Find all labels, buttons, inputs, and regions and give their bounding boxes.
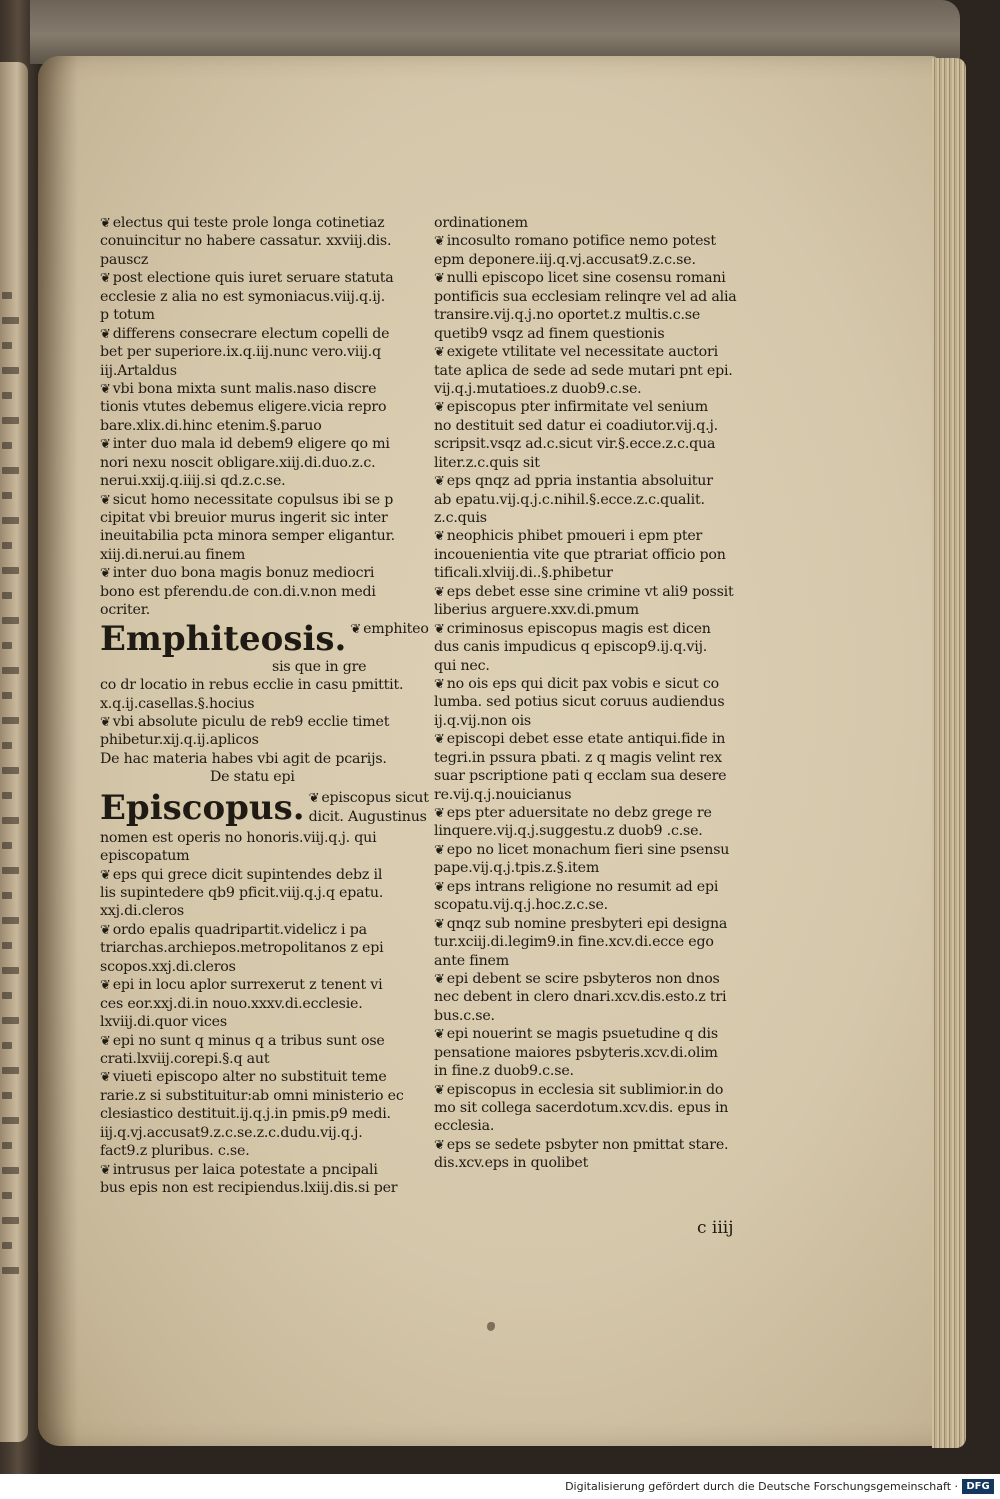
text-line: lumba. sed potius sicut coruus audiendus <box>434 694 725 711</box>
text-fragment <box>2 517 19 524</box>
text-line: ❦ incosulto romano potifice nemo potest <box>434 232 764 250</box>
text-line: triarchas.archiepos.metropolitanos z epi <box>100 940 384 957</box>
page-edges <box>932 58 966 1448</box>
text-line: tegri.in pssura pbati. z q magis velint rex <box>434 749 722 766</box>
episcopus-heading: Episcopus. <box>100 787 305 828</box>
text-line: linquere.vij.q.j.suggestu.z duob9 .c.se. <box>434 823 703 840</box>
text-fragment <box>2 717 19 724</box>
text-line: co dr locatio in rebus ecclie in casu pmittit. <box>100 677 404 694</box>
text-fragment <box>2 892 12 899</box>
left-column <box>100 214 429 1197</box>
text-line: vij.q.j.mutatioes.z duob9.c.se. <box>434 380 642 397</box>
right-column <box>434 214 764 1173</box>
episcopus-second-line: dicit. Augustinus <box>308 809 427 826</box>
text-line: pensatione maiores psbyteris.xcv.di.olim <box>434 1044 718 1061</box>
text-line: fact9.z pluribus. c.se. <box>100 1143 250 1160</box>
emphiteosis-section <box>100 618 429 787</box>
text-line: clesiastico destituit.ij.q.j.in pmis.p9 medi. <box>100 1106 391 1123</box>
section-label: De statu epi <box>210 769 295 786</box>
text-line: ❦ criminosus episcopus magis est dicen <box>434 620 764 638</box>
text-line: xxj.di.cleros <box>100 903 184 920</box>
episcopus-section <box>100 787 429 1198</box>
text-fragment <box>2 292 12 299</box>
text-line: bono est pferendu.de con.di.v.non medi <box>100 583 376 600</box>
text-fragment <box>2 867 19 874</box>
text-line: p totum <box>100 307 155 324</box>
text-line: bare.xlix.di.hinc etenim.§.paruo <box>100 417 322 434</box>
text-line: ab epatu.vij.q.j.c.nihil.§.ecce.z.c.qualit. <box>434 491 705 508</box>
text-line: mo sit collega sacerdotum.xcv.dis. epus in <box>434 1100 729 1116</box>
text-line: iij.q.vj.accusat9.z.c.se.z.c.dudu.vij.q.j. <box>100 1124 363 1141</box>
text-line: conuincitur no habere cassatur. xxviij.dis. <box>100 233 392 250</box>
text-line: ecclesie z alia no est symoniacus.viij.q.ij. <box>100 288 386 305</box>
left-page-text-fragments <box>2 292 26 1292</box>
emphiteosis-first-line: ❦ emphiteo <box>350 620 428 639</box>
text-line: De hac materia habes vbi agit de pcarijs. <box>100 750 387 767</box>
episcopus-first-line: ❦ episcopus sicut <box>309 790 429 806</box>
text-line: ❦ sicut homo necessitate copulsus ibi se p <box>100 491 420 509</box>
text-fragment <box>2 1242 12 1249</box>
text-fragment <box>2 1117 19 1124</box>
text-line: ❦ inter duo mala id debem9 eligere qo mi <box>100 435 420 453</box>
text-fragment <box>2 1092 12 1099</box>
text-line: scripsit.vsqz ad.c.sicut vir.§.ecce.z.c.qua <box>434 436 716 453</box>
text-fragment <box>2 1142 12 1149</box>
text-line: transire.vij.q.j.no oportet.z multis.c.se <box>434 307 701 324</box>
text-line: liberius arguere.xxv.di.pmum <box>434 602 639 619</box>
text-line: phibetur.xij.q.ij.aplicos <box>100 732 259 749</box>
text-line: ❦ epi nouerint se magis psuetudine q dis <box>434 1025 764 1043</box>
text-line: ❦ episcopus in ecclesia sit sublimior.in do <box>434 1081 764 1099</box>
signature-mark: c iiij <box>697 1218 734 1238</box>
text-line: nori nexu noscit obligare.xiij.di.duo.z.c. <box>100 454 376 471</box>
text-line: ij.q.vij.non ois <box>434 712 531 729</box>
text-fragment <box>2 417 19 424</box>
spine-shadow <box>38 56 78 1446</box>
text-fragment <box>2 917 19 924</box>
text-line: ❦ differens consecrare electum copelli de <box>100 325 420 343</box>
text-line: tur.xciij.di.legim9.in fine.xcv.di.ecce ego <box>434 934 714 951</box>
text-line: ❦ electus qui teste prole longa cotinetiaz <box>100 214 420 232</box>
text-line: ❦ vbi bona mixta sunt malis.naso discre <box>100 380 420 398</box>
text-fragment <box>2 942 12 949</box>
text-line: ces eor.xxj.di.in nouo.xxxv.di.ecclesie. <box>100 995 363 1012</box>
text-fragment <box>2 1042 12 1049</box>
text-line: nomen est operis no honoris.viij.q.j. qui <box>100 829 377 846</box>
emphiteosis-lines <box>100 658 420 769</box>
text-fragment <box>2 792 12 799</box>
text-line: x.q.ij.casellas.§.hocius <box>100 695 255 712</box>
text-line: xiij.di.nerui.au finem <box>100 546 246 563</box>
text-line: bus epis non est recipiendus.lxiij.dis.si per <box>100 1180 398 1196</box>
text-line: cipitat vbi breuior murus ingerit sic inter <box>100 510 388 526</box>
text-line: epm deponere.iij.q.vj.accusat9.z.c.se. <box>434 251 696 268</box>
text-line: ❦ epi in locu aplor surrexerut z tenent vi <box>100 976 420 994</box>
text-line: ❦ eps qnqz ad ppria instantia absoluitur <box>434 472 764 490</box>
left-page-fragment <box>0 62 28 1442</box>
text-line: ❦ eps pter aduersitate no debz grege re <box>434 804 764 822</box>
emphiteosis-heading-row <box>100 618 429 659</box>
text-line: iij.Artaldus <box>100 362 177 379</box>
text-line: crati.lxviij.corepi.§.q aut <box>100 1050 270 1067</box>
text-fragment <box>2 542 12 549</box>
text-line: ❦ epo no licet monachum fieri sine psensu <box>434 841 764 859</box>
episcopus-header-lines <box>309 789 429 827</box>
text-line: ❦ neophicis phibet pmoueri i epm pter <box>434 527 764 545</box>
text-fragment <box>2 1217 19 1224</box>
text-fragment <box>2 1192 12 1199</box>
text-line: tionis vtutes debemus eligere.vicia repro <box>100 399 387 416</box>
footer-bar <box>0 1474 1000 1499</box>
text-line: ordinationem <box>434 215 528 231</box>
text-fragment <box>2 842 12 849</box>
text-fragment <box>2 592 12 599</box>
text-line: no destituit sed datur ei coadiutor.vij.q.j. <box>434 417 718 434</box>
text-line: ❦ inter duo bona magis bonuz mediocri <box>100 564 420 582</box>
text-line: re.vij.q.j.nouicianus <box>434 786 572 803</box>
text-fragment <box>2 742 12 749</box>
text-line: pontificis sua ecclesiam relinqre vel ad alia <box>434 288 737 305</box>
text-fragment <box>2 992 12 999</box>
text-line: ❦ intrusus per laica potestate a pncipali <box>100 1161 420 1179</box>
text-line: ineuitabilia pcta minora semper eligantur. <box>100 528 395 545</box>
text-line: ❦ no ois eps qui dicit pax vobis e sicut co <box>434 675 764 693</box>
text-line: lxviij.di.quor vices <box>100 1014 227 1031</box>
text-fragment <box>2 367 19 374</box>
book-cover-edge <box>30 0 960 64</box>
text-line: qui nec. <box>434 657 490 674</box>
right-column-entries <box>434 214 764 1173</box>
text-line: tate aplica de sede ad sede mutari pnt epi. <box>434 362 733 379</box>
text-line: ❦ ordo epalis quadripartit.videlicz i pa <box>100 921 420 939</box>
text-line: ❦ viueti episcopo alter no substituit teme <box>100 1068 420 1086</box>
text-line: ❦ eps intrans religione no resumit ad epi <box>434 878 764 896</box>
text-fragment <box>2 1017 19 1024</box>
text-line: ante finem <box>434 952 509 969</box>
text-fragment <box>2 342 12 349</box>
text-line: ❦ exigete vtilitate vel necessitate auctori <box>434 343 764 361</box>
text-line: scopos.xxj.di.cleros <box>100 958 236 975</box>
text-fragment <box>2 1167 19 1174</box>
text-line: ❦ eps se sedete psbyter non pmittat stare. <box>434 1136 764 1154</box>
text-line: ❦ epi no sunt q minus q a tribus sunt ose <box>100 1032 420 1050</box>
footer-text: Digitalisierung gefördert durch die Deutsche Forschungsgemeinschaft · <box>565 1480 958 1493</box>
text-line: dis.xcv.eps in quolibet <box>434 1155 589 1172</box>
text-line: bet per superiore.ix.q.iij.nunc vero.viij.q <box>100 344 381 361</box>
text-fragment <box>2 767 19 774</box>
text-line: ❦ episcopi debet esse etate antiqui.fide in <box>434 730 764 748</box>
text-line: nec debent in clero dnari.xcv.dis.esto.z tri <box>434 989 727 1006</box>
text-line: liter.z.c.quis sit <box>434 454 540 471</box>
text-line: bus.c.se. <box>434 1007 495 1024</box>
text-line: ecclesia. <box>434 1118 495 1135</box>
text-line: scopatu.vij.q.j.hoc.z.c.se. <box>434 897 608 914</box>
text-line: sis que in gre <box>272 658 367 675</box>
text-fragment <box>2 442 12 449</box>
text-fragment <box>2 567 19 574</box>
text-line: ❦ qnqz sub nomine presbyteri epi designa <box>434 915 764 933</box>
text-line: pape.vij.q.j.tpis.z.§.item <box>434 860 600 877</box>
text-fragment <box>2 667 19 674</box>
text-line: in fine.z duob9.c.se. <box>434 1063 574 1080</box>
text-line: nerui.xxij.q.iiij.si qd.z.c.se. <box>100 473 286 490</box>
text-fragment <box>2 392 12 399</box>
text-fragment <box>2 817 19 824</box>
text-line: ❦ epi debent se scire psbyteros non dnos <box>434 970 764 988</box>
text-fragment <box>2 1067 19 1074</box>
text-line: ❦ nulli episcopo licet sine cosensu romani <box>434 269 764 287</box>
text-line: quetib9 vsqz ad finem questionis <box>434 325 665 342</box>
text-fragment <box>2 467 19 474</box>
text-fragment <box>2 1267 19 1274</box>
text-line: rarie.z si substituitur:ab omni ministerio ec <box>100 1087 404 1104</box>
text-line: episcopatum <box>100 848 190 865</box>
text-line: incouenientia vite que ptrariat officio pon <box>434 546 726 563</box>
text-line: ❦ eps debet esse sine crimine vt ali9 possit <box>434 583 764 601</box>
text-line: ❦ eps qui grece dicit supintendes debz il <box>100 866 420 884</box>
text-line: z.c.quis <box>434 510 487 526</box>
text-line: ❦ post electione quis iuret seruare statuta <box>100 269 420 287</box>
emphiteosis-heading: Emphiteosis. <box>100 618 347 659</box>
text-line: ocriter. <box>100 602 151 619</box>
text-fragment <box>2 642 12 649</box>
text-line: pauscz <box>100 251 149 268</box>
text-fragment <box>2 317 19 324</box>
episcopus-heading-row <box>100 787 429 829</box>
left-column-entries <box>100 214 420 620</box>
text-line: lis supintedere qb9 pficit.viij.q.j.q epatu. <box>100 885 384 901</box>
text-line: ❦ episcopus pter infirmitate vel senium <box>434 398 764 416</box>
text-fragment <box>2 617 19 624</box>
dfg-logo: DFG <box>962 1479 994 1494</box>
text-fragment <box>2 692 12 699</box>
text-line: ❦ vbi absolute piculu de reb9 ecclie timet <box>100 713 420 731</box>
text-fragment <box>2 492 12 499</box>
text-fragment <box>2 967 19 974</box>
episcopus-lines <box>100 829 420 1198</box>
text-line: suar pscriptione pati q ecclam sua desere <box>434 768 727 785</box>
text-line: dus canis impudicus q episcop9.ij.q.vij. <box>434 639 708 656</box>
text-line: tificali.xlviij.di..§.phibetur <box>434 565 613 582</box>
